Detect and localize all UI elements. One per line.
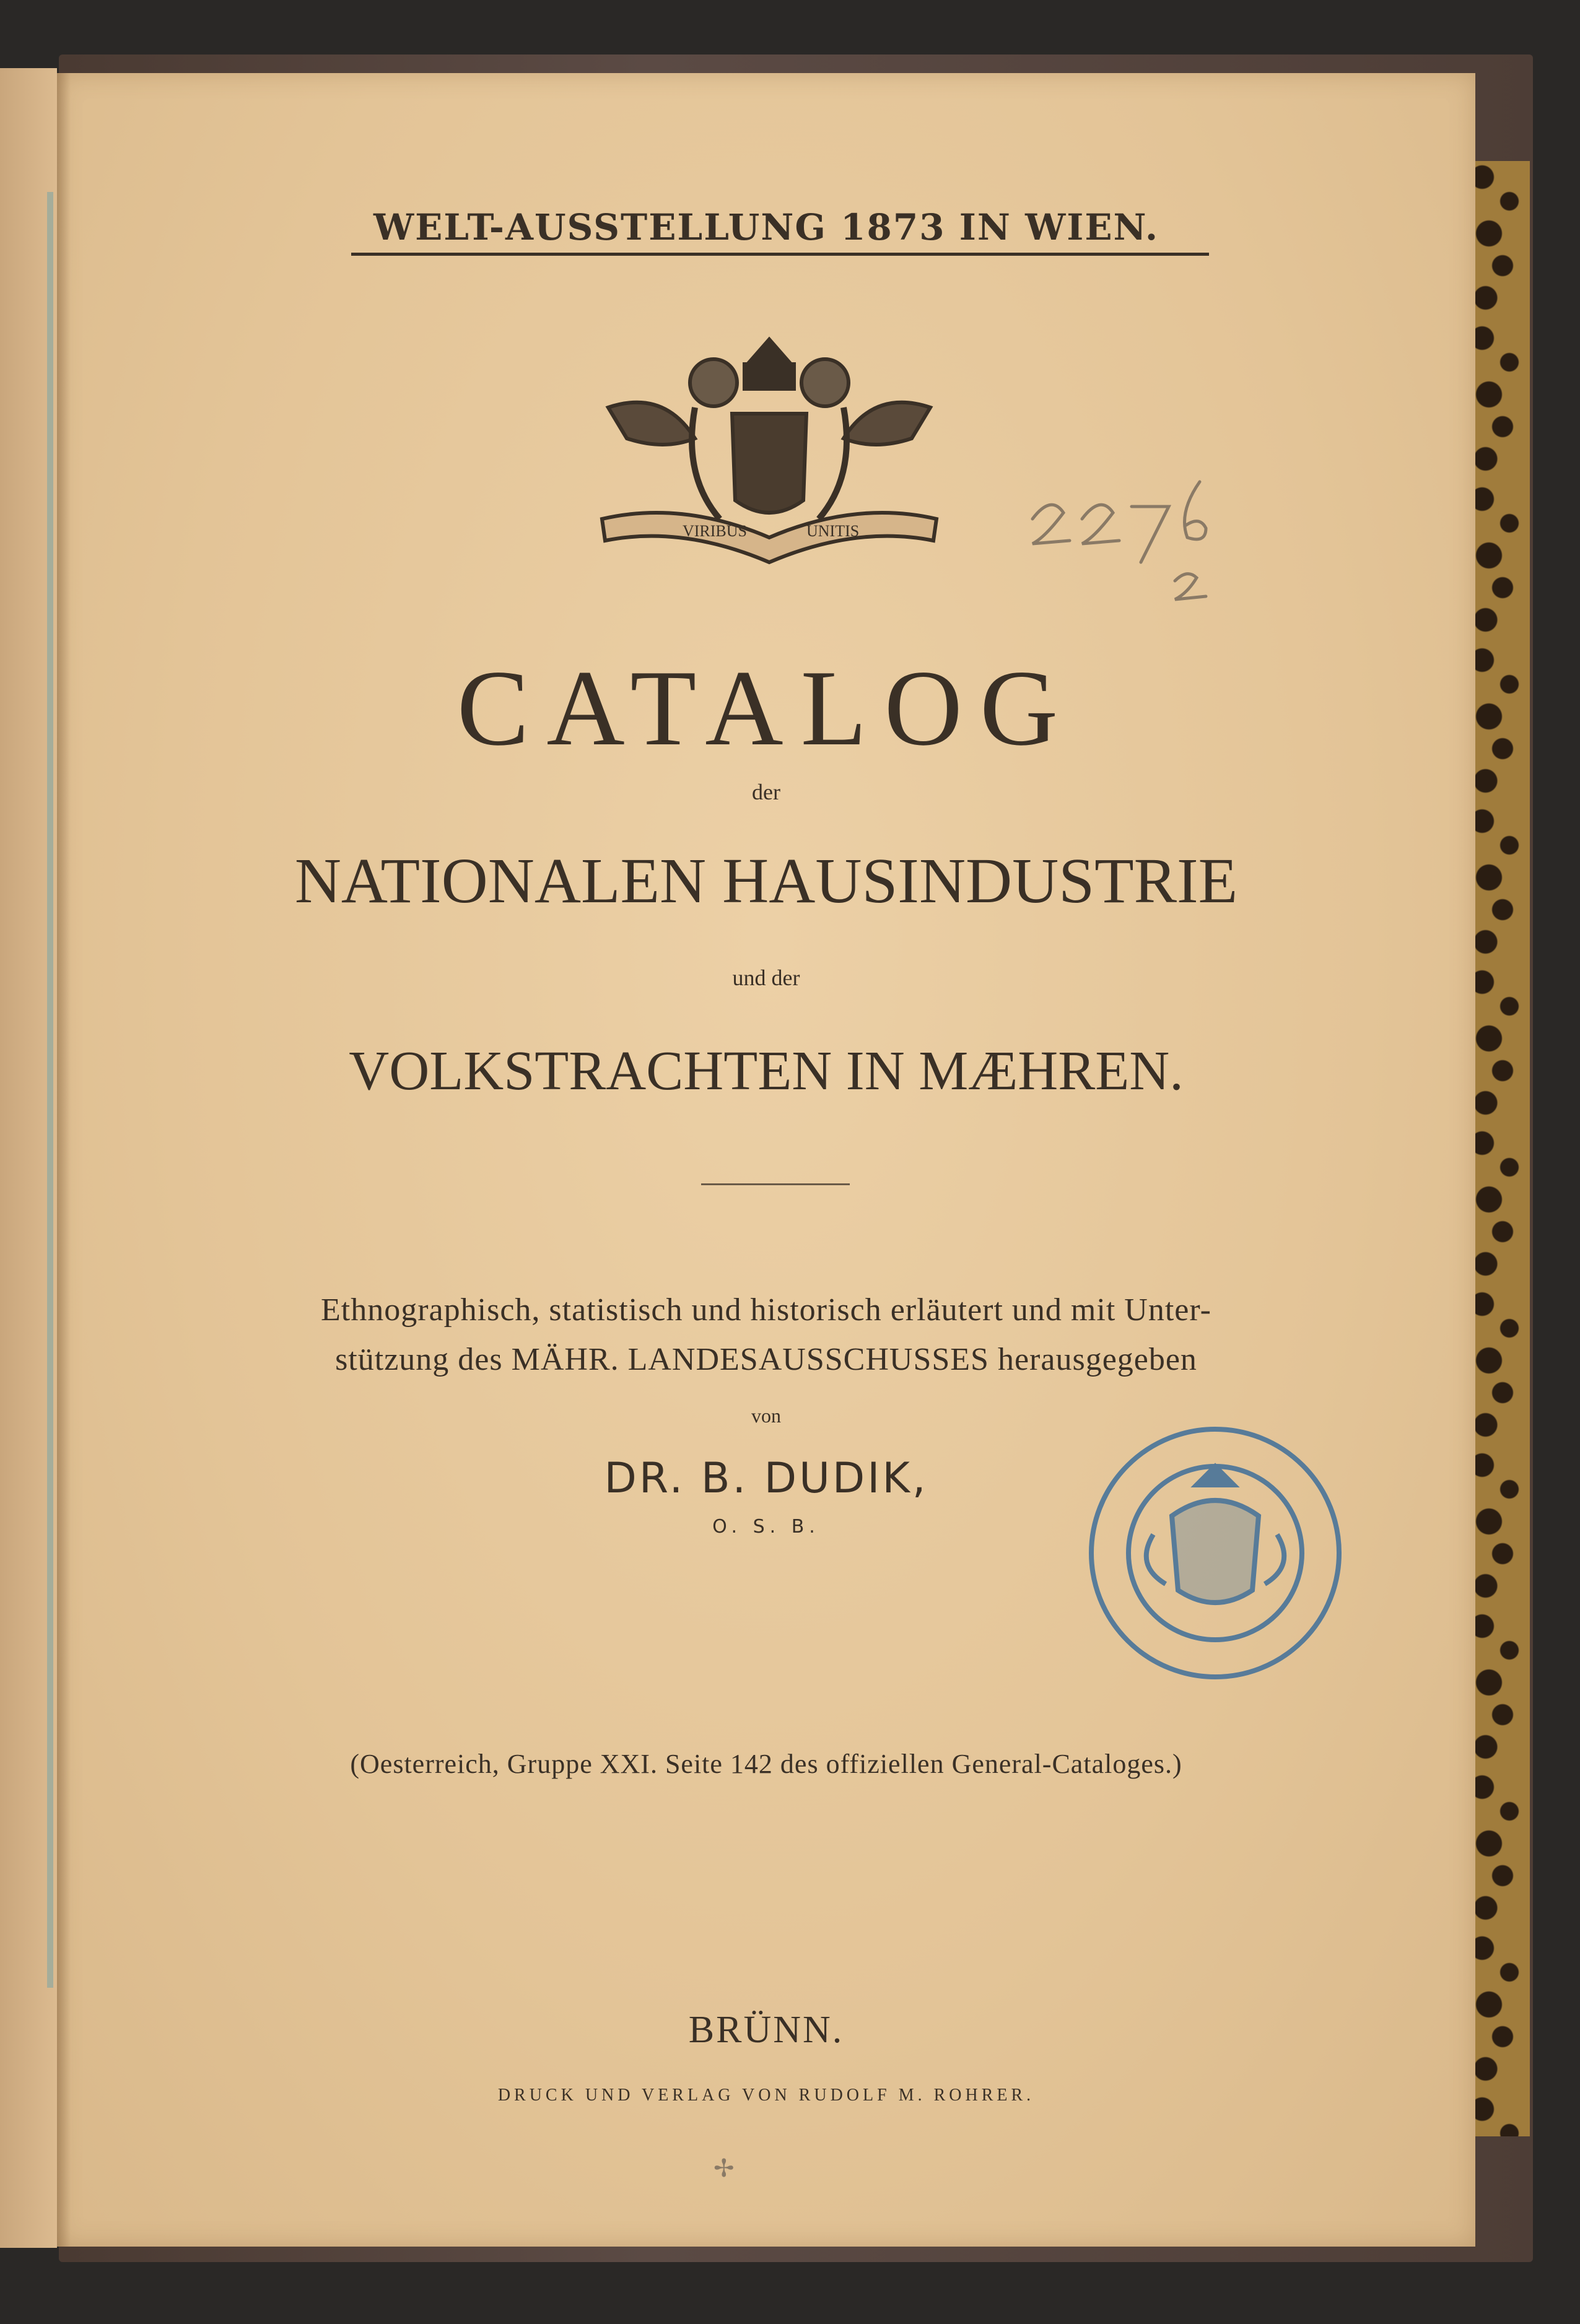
description (57, 1286, 1475, 1385)
title-page (57, 73, 1475, 2247)
subtitle-hausindustrie: NATIONALEN HAUSINDUSTRIE (294, 845, 1238, 916)
article-der: der (752, 780, 780, 804)
description-line-2: stützung des MÄHR. LANDESAUSSCHUSSES herausgegeben (335, 1342, 1197, 1377)
double-eagle-crest-icon (590, 315, 949, 575)
main-title: CATALOG (456, 648, 1076, 768)
description-line-1: Ethnographisch, statistisch und historisch erläutert und mit Unter- (321, 1292, 1211, 1328)
library-stamp-icon (1073, 1411, 1358, 1695)
publisher-line: DRUCK UND VERLAG VON RUDOLF M. ROHRER. (497, 2086, 1035, 2105)
catalogue-reference: (Oesterreich, Gruppe XXI. Seite 142 des offiziellen General-Cataloges.) (350, 1749, 1182, 1779)
left-page-edge (0, 68, 57, 2248)
handwritten-inscription (1020, 469, 1224, 612)
conjunction-und-der: und der (732, 965, 800, 990)
subtitle-volkstrachten: VOLKSTRACHTEN IN MÆHREN. (349, 1040, 1184, 1102)
header-rule (351, 253, 1209, 256)
exhibition-header: WELT-AUSSTELLUNG 1873 IN WIEN. (373, 206, 1159, 248)
motto-left: VIRIBUS (683, 522, 748, 540)
place-of-publication: BRÜNN. (688, 2009, 844, 2051)
section-rule (701, 1183, 850, 1185)
author-order: O. S. B. (712, 1516, 820, 1538)
printer-mark-icon: ✢ (714, 2154, 735, 2182)
author-name: DR. B. DUDIK, (604, 1454, 928, 1503)
motto-right: UNITIS (806, 522, 860, 540)
by-word: von (751, 1404, 781, 1427)
